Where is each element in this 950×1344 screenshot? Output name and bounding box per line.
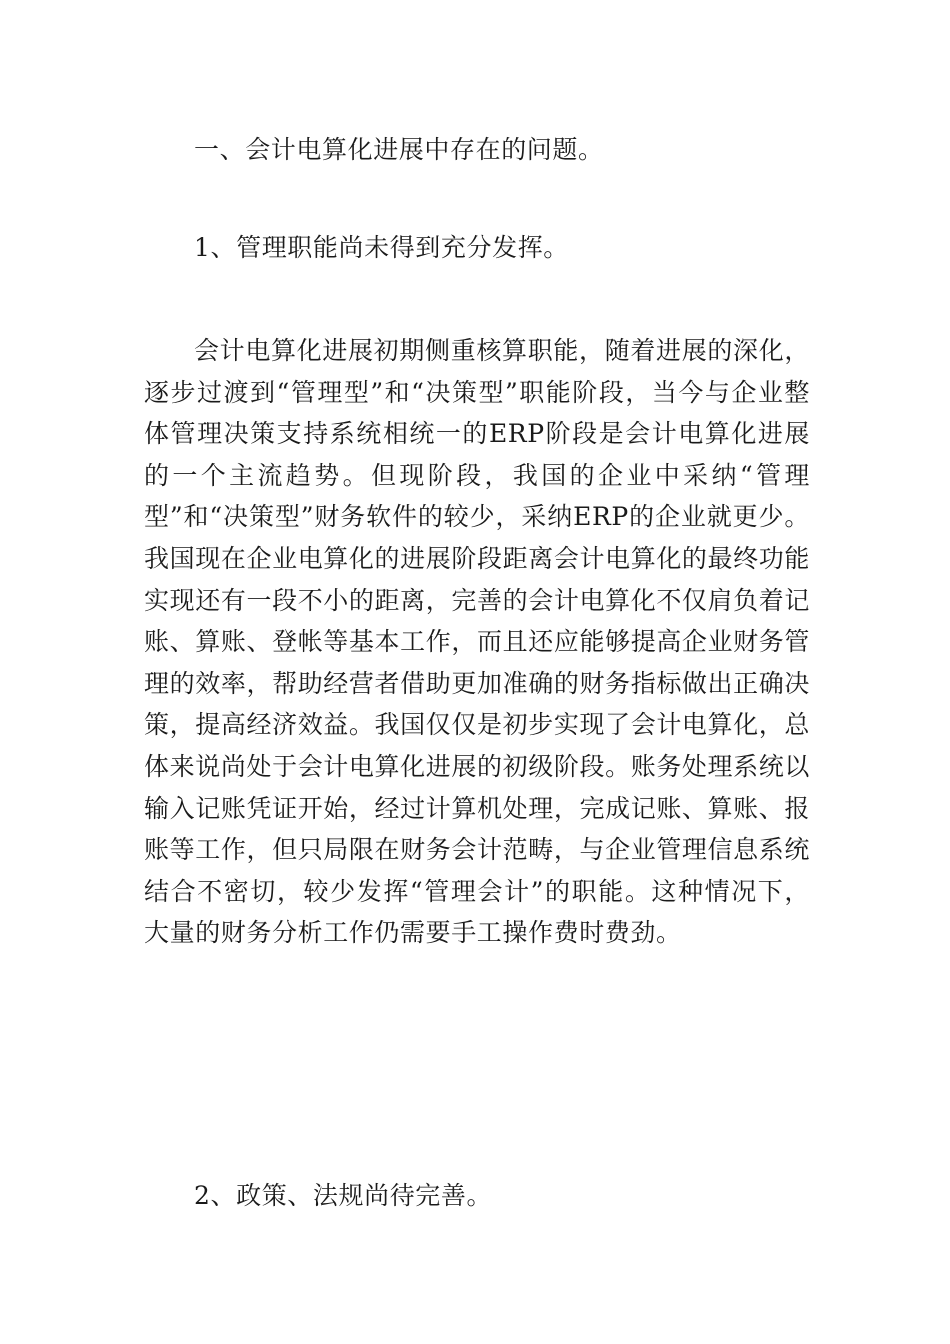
section-heading: 一、会计电算化进展中存在的问题。 (194, 135, 604, 164)
subheading-policy-regulation: 2、政策、法规尚待完善。 (194, 1181, 493, 1210)
body-paragraph: 会计电算化进展初期侧重核算职能，随着进展的深化，逐步过渡到“管理型”和“决策型”职能阶段，当今与企业整体管理决策支持系统相统一的ERP阶段是会计电算化进展的一个主流趋势。但现阶段，我国的企业中采纳“管理型”和“决策型”财务软件的较少，采纳ERP的企业就更少。我国现在企业电算化的进展阶段距离会计电算化的最终功能实现还有一段不小的距离，完善的会计电算化不仅肩负着记账、算账、登帐等基本工作，而且还应能够提高企业财务管理的效率，帮助经营者借助更加准确的财务指标做出正确决策，提高经济效益。我国仅仅是初步实现了会计电算化，总体来说尚处于会计电算化进展的初级阶段。账务处理系统以输入记账凭证开始，经过计算机处理，完成记账、算账、报账等工作，但只局限在财务会计范畴，与企业管理信息系统结合不密切，较少发挥“管理会计”的职能。这种情况下，大量的财务分析工作仍需要手工操作费时费劲。 (144, 336, 810, 948)
subheading-management-function: 1、管理职能尚未得到充分发挥。 (194, 233, 569, 262)
